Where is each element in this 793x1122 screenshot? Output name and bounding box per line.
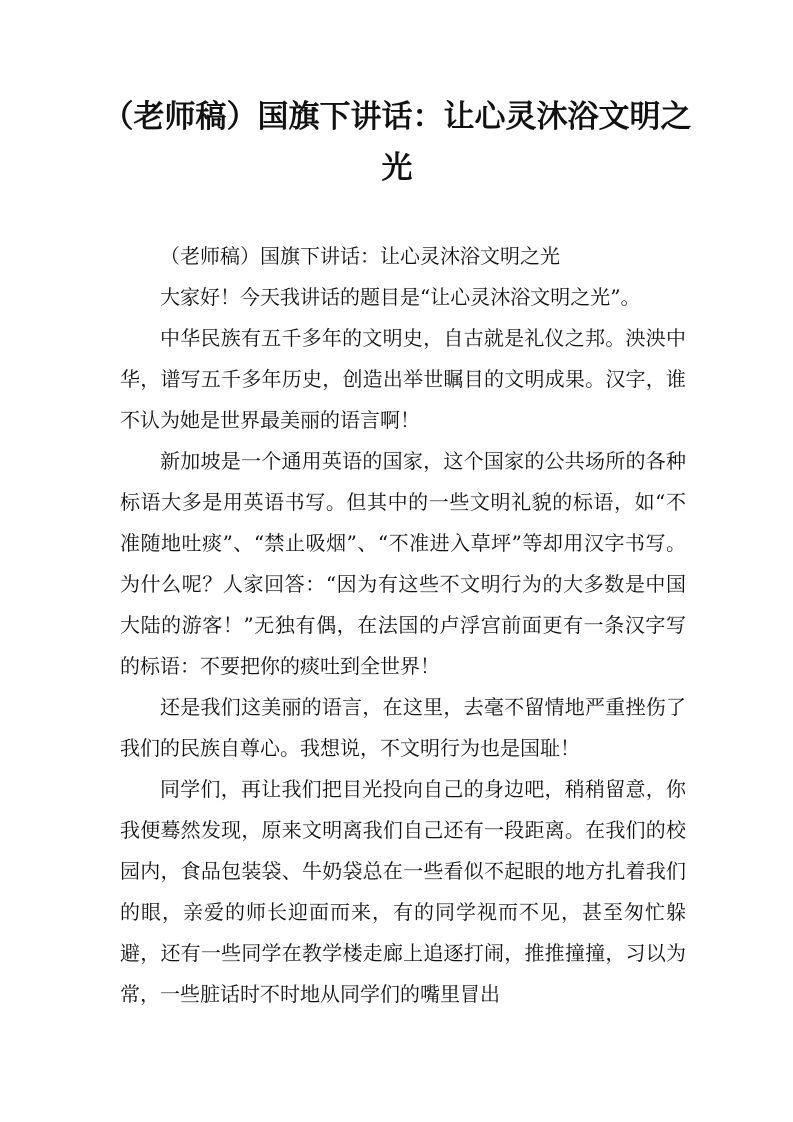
paragraph-history: 中华民族有五千多年的文明史，自古就是礼仪之邦。泱泱中华，谱写五千多年历史，创造出举世瞩目的文明成果。汉字，谁不认为她是世界最美丽的语言啊！ [120, 326, 686, 432]
paragraph-subtitle: （老师稿）国旗下讲话：让心灵沐浴文明之光 [160, 244, 560, 268]
document-body [120, 236, 686, 1015]
document-title: （老师稿）国旗下讲话：让心灵沐浴文明之光 [102, 99, 692, 186]
paragraph-greeting: 大家好！今天我讲话的题目是“让心灵沐浴文明之光”。 [160, 285, 641, 309]
paragraph-national-shame: 还是我们这美丽的语言，在这里，去毫不留情地严重挫伤了我们的民族自尊心。我想说，不文明行为也是国耻！ [120, 695, 686, 760]
paragraph-campus: 同学们，再让我们把目光投向自己的身边吧，稍稍留意，你我便蓦然发现，原来文明离我们自己还有一段距离。在我们的校园内，食品包装袋、牛奶袋总在一些看似不起眼的地方扎着我们的眼，亲爱的师长迎面而来，有的同学视而不见，甚至匆忙躲避，还有一些同学在教学楼走廊上追逐打闹，推推撞撞，习以为常，一些脏话时不时地从同学们的嘴里冒出 [120, 777, 686, 1006]
paragraph-singapore: 新加坡是一个通用英语的国家，这个国家的公共场所的各种标语大多是用英语书写。但其中的一些文明礼貌的标语，如“不准随地吐痰”、“禁止吸烟”、“不准进入草坪”等却用汉字书写。为什么呢？人家回答：“因为有这些不文明行为的大多数是中国大陆的游客！”无独有偶，在法国的卢浮宫前面更有一条汉字写的标语：不要把你的痰吐到全世界！ [120, 449, 686, 678]
